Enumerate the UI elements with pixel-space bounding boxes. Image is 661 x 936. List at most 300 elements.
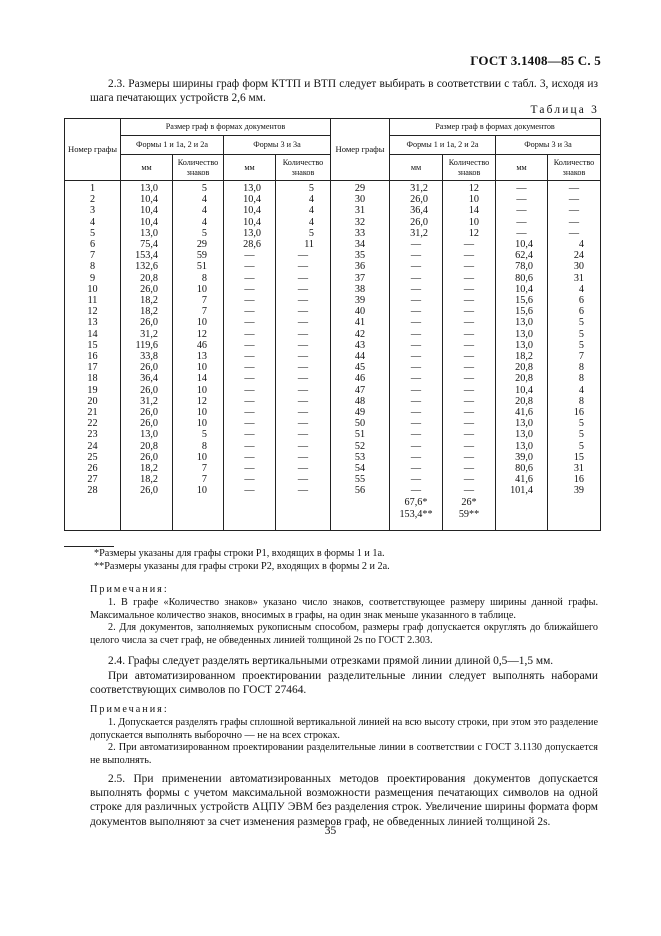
table-cell: 26,0 xyxy=(121,317,173,328)
table-cell: — xyxy=(390,441,443,452)
table-label: Таблица 3 xyxy=(530,104,599,116)
table-cell: 10,4 xyxy=(121,217,173,228)
table-cell: — xyxy=(390,340,443,351)
table-cell: 10 xyxy=(173,407,224,418)
row-number-cell: 8 xyxy=(65,261,121,272)
table-cell: — xyxy=(548,194,601,205)
table-cell: 5 xyxy=(173,429,224,440)
row-number-cell: 47 xyxy=(331,385,390,396)
table-cell: — xyxy=(276,261,331,272)
table-row xyxy=(65,217,601,228)
table-cell: — xyxy=(276,317,331,328)
table-cell: 13,0 xyxy=(224,228,276,239)
table-cell: — xyxy=(224,329,276,340)
table-cell: — xyxy=(276,407,331,418)
table-cell: 7 xyxy=(173,463,224,474)
col-header-count: Количество знаков xyxy=(276,155,331,181)
table-cell: 8 xyxy=(548,396,601,407)
row-number-cell: 32 xyxy=(331,217,390,228)
table-cell xyxy=(276,497,331,531)
table-cell: 5 xyxy=(276,181,331,195)
table-cell: — xyxy=(496,228,548,239)
table-cell: 5 xyxy=(548,317,601,328)
table-cell: 5 xyxy=(548,418,601,429)
col-header-size-left: Размер граф в формах документов xyxy=(121,119,331,136)
table-cell: — xyxy=(496,217,548,228)
table-cell: 10 xyxy=(173,284,224,295)
table-row xyxy=(65,261,601,272)
table-cell: 5 xyxy=(173,181,224,195)
table-row xyxy=(65,194,601,205)
table-cell: 36,4 xyxy=(121,373,173,384)
table-cell: — xyxy=(224,373,276,384)
footnote-1: *Размеры указаны для графы строки Р1, входящих в формы 1 и 1а. xyxy=(94,548,385,559)
table-cell: 13,0 xyxy=(224,181,276,195)
row-number-cell: 34 xyxy=(331,239,390,250)
table-cell: 26,0 xyxy=(121,362,173,373)
row-number-cell: 42 xyxy=(331,329,390,340)
table-cell: — xyxy=(224,474,276,485)
table-cell: 24 xyxy=(548,250,601,261)
table-cell: — xyxy=(548,205,601,216)
table-cell: 119,6 xyxy=(121,340,173,351)
table-cell: 14 xyxy=(443,205,496,216)
row-number-cell: 49 xyxy=(331,407,390,418)
table-cell: — xyxy=(496,181,548,195)
table-cell: — xyxy=(390,485,443,496)
row-number-cell: 31 xyxy=(331,205,390,216)
table-cell: 16 xyxy=(548,474,601,485)
row-number-cell: 14 xyxy=(65,329,121,340)
table-cell: 80,6 xyxy=(496,273,548,284)
table-cell: 31,2 xyxy=(121,396,173,407)
table-cell: 12 xyxy=(443,181,496,195)
table-cell xyxy=(390,497,443,531)
table-cell: — xyxy=(390,329,443,340)
table-row xyxy=(65,396,601,407)
table-cell xyxy=(331,497,390,531)
table-cell: — xyxy=(443,452,496,463)
row-number-cell: 35 xyxy=(331,250,390,261)
table-cell: — xyxy=(443,362,496,373)
table-cell: 26,0 xyxy=(390,217,443,228)
table-cell: 10,4 xyxy=(121,194,173,205)
table-cell: 62,4 xyxy=(496,250,548,261)
table-cell: 20,8 xyxy=(121,273,173,284)
extra-count-2: 59** xyxy=(458,508,480,520)
table-cell: 10 xyxy=(443,217,496,228)
intro-paragraph: 2.3. Размеры ширины граф форм КТТП и ВТП следует выбирать в соответствии с табл. 3, исходя из шага печатающих устройств 2,6 мм. xyxy=(90,78,598,105)
table-cell: — xyxy=(443,295,496,306)
table-cell: 10,4 xyxy=(496,385,548,396)
table-cell: 5 xyxy=(548,429,601,440)
table-cell: — xyxy=(443,239,496,250)
table-row xyxy=(65,250,601,261)
table-cell: — xyxy=(224,362,276,373)
table-cell: — xyxy=(496,205,548,216)
table-row xyxy=(65,205,601,216)
table-cell: — xyxy=(276,474,331,485)
table-cell: 15,6 xyxy=(496,295,548,306)
col-header-mm: мм xyxy=(496,155,548,181)
table-cell: — xyxy=(276,373,331,384)
paragraph-2-4-auto: При автоматизированном проектировании разделительные линии следует выполнять наборами соответствующих символов по ГОСТ 27464. xyxy=(90,670,598,697)
row-number-cell: 17 xyxy=(65,362,121,373)
table-cell: — xyxy=(224,463,276,474)
table-cell: 10 xyxy=(173,485,224,496)
table-row xyxy=(65,385,601,396)
col-header-forms3-right: Формы 3 и 3а xyxy=(496,136,601,155)
table-cell: 31 xyxy=(548,463,601,474)
table-cell: 5 xyxy=(276,228,331,239)
table-cell: — xyxy=(443,396,496,407)
row-number-cell: 37 xyxy=(331,273,390,284)
row-number-cell: 55 xyxy=(331,474,390,485)
table-cell: — xyxy=(276,441,331,452)
row-number-cell: 50 xyxy=(331,418,390,429)
col-header-forms12-right: Формы 1 и 1а, 2 и 2а xyxy=(390,136,496,155)
table-cell: 6 xyxy=(548,295,601,306)
table-cell: — xyxy=(276,329,331,340)
table-cell: 29 xyxy=(173,239,224,250)
table-cell: 153,4 xyxy=(121,250,173,261)
table-cell: 26,0 xyxy=(121,385,173,396)
table-cell: — xyxy=(224,441,276,452)
table-cell: — xyxy=(443,373,496,384)
table-cell: — xyxy=(390,239,443,250)
table-cell: — xyxy=(224,429,276,440)
table-cell: — xyxy=(224,306,276,317)
table-cell: — xyxy=(390,373,443,384)
table-cell: — xyxy=(390,273,443,284)
table-row xyxy=(65,485,601,496)
row-number-cell: 54 xyxy=(331,463,390,474)
col-header-size-right: Размер граф в формах документов xyxy=(390,119,601,136)
table-cell: 15 xyxy=(548,452,601,463)
row-number-cell: 10 xyxy=(65,284,121,295)
table-cell: 41,6 xyxy=(496,474,548,485)
table-cell: 13,0 xyxy=(121,228,173,239)
row-number-cell: 38 xyxy=(331,284,390,295)
table-cell: — xyxy=(443,385,496,396)
table-cell: — xyxy=(276,385,331,396)
table-row xyxy=(65,306,601,317)
table-cell: 13,0 xyxy=(121,429,173,440)
table-cell xyxy=(443,497,496,531)
table-cell: — xyxy=(224,351,276,362)
table-cell: 13,0 xyxy=(496,340,548,351)
table-cell: 31,2 xyxy=(121,329,173,340)
table-cell: 10,4 xyxy=(496,239,548,250)
table-row xyxy=(65,273,601,284)
note-2-1: 1. Допускается разделять графы сплошной вертикальной линией на всю высоту строки, при этом это разделение допускается выполнять выборочно — не на всех строках. xyxy=(90,717,598,741)
table-cell: 18,2 xyxy=(496,351,548,362)
row-number-cell: 28 xyxy=(65,485,121,496)
table-cell: 10,4 xyxy=(224,194,276,205)
table-cell xyxy=(496,497,548,531)
row-number-cell: 43 xyxy=(331,340,390,351)
table-cell: 28,6 xyxy=(224,239,276,250)
table-cell: — xyxy=(443,284,496,295)
row-number-cell: 20 xyxy=(65,396,121,407)
table-cell: 18,2 xyxy=(121,295,173,306)
table-cell: 46 xyxy=(173,340,224,351)
table-cell: 26,0 xyxy=(121,485,173,496)
extra-mm-1: 67,6* xyxy=(404,496,428,508)
table-cell: — xyxy=(390,385,443,396)
table-cell: 6 xyxy=(548,306,601,317)
table-cell: — xyxy=(276,340,331,351)
row-number-cell: 12 xyxy=(65,306,121,317)
row-number-cell: 48 xyxy=(331,396,390,407)
table-cell xyxy=(224,497,276,531)
table-row xyxy=(65,463,601,474)
table-cell: 10,4 xyxy=(496,284,548,295)
note-2-2: 2. При автоматизированном проектировании разделительные линии в соответствии с ГОСТ 3.1130 допускается не выполнять. xyxy=(90,742,598,766)
col-header-forms3-left: Формы 3 и 3а xyxy=(224,136,331,155)
table-cell: 4 xyxy=(276,217,331,228)
table-cell: — xyxy=(224,284,276,295)
extra-mm-2: 153,4** xyxy=(399,508,433,520)
row-number-cell: 19 xyxy=(65,385,121,396)
table-cell: — xyxy=(390,351,443,362)
table-cell: 101,4 xyxy=(496,485,548,496)
table-row xyxy=(65,429,601,440)
table-cell: 4 xyxy=(173,194,224,205)
note-1-1: 1. В графе «Количество знаков» указано число знаков, соответствующее размеру ширины данной графы. Максимальное количество знаков, вносимых в графы, на один знак меньше указанного в таблице. xyxy=(90,597,598,621)
table-row xyxy=(65,441,601,452)
row-number-cell: 27 xyxy=(65,474,121,485)
table-cell: 26,0 xyxy=(390,194,443,205)
table-cell: 51 xyxy=(173,261,224,272)
table-cell: 75,4 xyxy=(121,239,173,250)
table-cell: 4 xyxy=(173,205,224,216)
row-number-cell: 26 xyxy=(65,463,121,474)
document-header: ГОСТ 3.1408—85 С. 5 xyxy=(470,53,601,68)
table-cell: — xyxy=(443,441,496,452)
table-cell: — xyxy=(443,463,496,474)
table-cell: — xyxy=(390,295,443,306)
table-cell: 11 xyxy=(276,239,331,250)
notes-title-1: Примечания: xyxy=(90,584,169,595)
table-row xyxy=(65,373,601,384)
sizes-table xyxy=(64,118,601,531)
notes-title-2: Примечания: xyxy=(90,704,169,715)
table-cell: — xyxy=(390,306,443,317)
table-cell: 30 xyxy=(548,261,601,272)
table-row xyxy=(65,317,601,328)
table-cell: — xyxy=(390,396,443,407)
row-number-cell: 51 xyxy=(331,429,390,440)
table-cell: — xyxy=(276,273,331,284)
table-row xyxy=(65,351,601,362)
table-cell: 12 xyxy=(173,396,224,407)
table-cell: — xyxy=(390,418,443,429)
table-cell: — xyxy=(276,396,331,407)
table-cell: — xyxy=(224,295,276,306)
table-cell: — xyxy=(224,340,276,351)
table-cell: 12 xyxy=(173,329,224,340)
page-number: 35 xyxy=(324,825,337,837)
table-cell: 7 xyxy=(548,351,601,362)
table-row xyxy=(65,474,601,485)
table-row xyxy=(65,284,601,295)
table-cell: — xyxy=(443,273,496,284)
table-row xyxy=(65,239,601,250)
col-header-count: Количество знаков xyxy=(173,155,224,181)
table-cell: — xyxy=(443,407,496,418)
table-cell: 18,2 xyxy=(121,306,173,317)
table-cell xyxy=(173,497,224,531)
col-header-count: Количество знаков xyxy=(548,155,601,181)
table-cell: — xyxy=(276,284,331,295)
table-cell: 20,8 xyxy=(496,362,548,373)
table-cell: 10 xyxy=(443,194,496,205)
table-cell: 14 xyxy=(173,373,224,384)
table-cell: 8 xyxy=(173,273,224,284)
row-number-cell: 36 xyxy=(331,261,390,272)
table-cell: 80,6 xyxy=(496,463,548,474)
table-cell: — xyxy=(224,261,276,272)
table-cell: 13,0 xyxy=(121,181,173,195)
row-number-cell: 23 xyxy=(65,429,121,440)
table-cell xyxy=(121,497,173,531)
table-cell: — xyxy=(276,351,331,362)
table-cell xyxy=(548,497,601,531)
row-number-cell: 13 xyxy=(65,317,121,328)
table-cell: — xyxy=(390,474,443,485)
table-cell: — xyxy=(390,261,443,272)
table-cell: 12 xyxy=(443,228,496,239)
table-cell: 10 xyxy=(173,317,224,328)
table-cell: — xyxy=(276,418,331,429)
table-cell: 4 xyxy=(276,194,331,205)
table-cell: 10 xyxy=(173,362,224,373)
table-row xyxy=(65,418,601,429)
table-cell: 132,6 xyxy=(121,261,173,272)
table-cell: — xyxy=(276,485,331,496)
row-number-cell: 11 xyxy=(65,295,121,306)
table-cell: 7 xyxy=(173,306,224,317)
row-number-cell: 33 xyxy=(331,228,390,239)
table-cell: — xyxy=(276,463,331,474)
table-body xyxy=(65,181,601,531)
row-number-cell: 18 xyxy=(65,373,121,384)
table-cell: — xyxy=(390,362,443,373)
table-cell: 4 xyxy=(276,205,331,216)
table-cell: 13,0 xyxy=(496,418,548,429)
row-number-cell: 46 xyxy=(331,373,390,384)
table-cell: 36,4 xyxy=(390,205,443,216)
table-cell: — xyxy=(224,250,276,261)
col-header-mm: мм xyxy=(224,155,276,181)
table-cell: — xyxy=(443,329,496,340)
col-header-forms12-left: Формы 1 и 1а, 2 и 2а xyxy=(121,136,224,155)
table-cell: 7 xyxy=(173,295,224,306)
table-cell: 8 xyxy=(548,373,601,384)
col-header-number-left: Номер графы xyxy=(65,119,121,181)
row-number-cell: 24 xyxy=(65,441,121,452)
table-cell: 4 xyxy=(548,284,601,295)
col-header-number-right: Номер графы xyxy=(331,119,390,181)
table-cell: — xyxy=(390,407,443,418)
footnote-separator xyxy=(64,546,114,547)
row-number-cell: 1 xyxy=(65,181,121,195)
table-cell: — xyxy=(224,407,276,418)
table-cell: — xyxy=(443,474,496,485)
table-cell: 20,8 xyxy=(121,441,173,452)
table-cell: — xyxy=(443,418,496,429)
table-cell: — xyxy=(276,295,331,306)
table-row xyxy=(65,407,601,418)
table-cell: — xyxy=(390,317,443,328)
row-number-cell: 25 xyxy=(65,452,121,463)
row-number-cell: 2 xyxy=(65,194,121,205)
row-number-cell: 40 xyxy=(331,306,390,317)
table-cell: 20,8 xyxy=(496,373,548,384)
table-cell: 4 xyxy=(548,239,601,250)
row-number-cell: 6 xyxy=(65,239,121,250)
col-header-mm: мм xyxy=(390,155,443,181)
table-cell: 39,0 xyxy=(496,452,548,463)
table-cell: 4 xyxy=(548,385,601,396)
table-row-extra xyxy=(65,497,601,531)
row-number-cell: 53 xyxy=(331,452,390,463)
table-cell: 20,8 xyxy=(496,396,548,407)
row-number-cell: 41 xyxy=(331,317,390,328)
row-number-cell: 30 xyxy=(331,194,390,205)
table-cell: — xyxy=(276,452,331,463)
row-number-cell: 4 xyxy=(65,217,121,228)
table-cell: — xyxy=(548,228,601,239)
row-number-cell: 5 xyxy=(65,228,121,239)
table-cell: 13,0 xyxy=(496,329,548,340)
row-number-cell: 15 xyxy=(65,340,121,351)
row-number-cell: 44 xyxy=(331,351,390,362)
table-cell xyxy=(65,497,121,531)
table-row xyxy=(65,362,601,373)
table-cell: 5 xyxy=(173,228,224,239)
footnote-2: **Размеры указаны для графы строки Р2, входящих в формы 2 и 2а. xyxy=(94,561,390,572)
row-number-cell: 21 xyxy=(65,407,121,418)
row-number-cell: 56 xyxy=(331,485,390,496)
table-row xyxy=(65,228,601,239)
table-cell: — xyxy=(443,261,496,272)
table-cell: 16 xyxy=(548,407,601,418)
paragraph-2-5: 2.5. При применении автоматизированных методов проектирования документов допускается выполнять формы с учетом максимальной возможности размещения печатающих символов на одной строке для различных устройств АЦПУ ЭВМ без разделения строк. Увеличение ширины формата форм документов выполняют за счет изменения размеров граф, не обведенных линией толщиной 2s. xyxy=(90,773,598,828)
row-number-cell: 29 xyxy=(331,181,390,195)
table-cell: — xyxy=(276,362,331,373)
row-number-cell: 16 xyxy=(65,351,121,362)
paragraph-2-4: 2.4. Графы следует разделять вертикальными отрезками прямой линии длиной 0,5—1,5 мм. xyxy=(108,655,554,667)
table-cell: — xyxy=(224,485,276,496)
table-cell: 10 xyxy=(173,452,224,463)
table-cell: — xyxy=(443,351,496,362)
col-header-count: Количество знаков xyxy=(443,155,496,181)
table-cell: — xyxy=(443,340,496,351)
table-cell: — xyxy=(224,418,276,429)
table-cell: — xyxy=(443,429,496,440)
table-cell: 10 xyxy=(173,385,224,396)
table-cell: — xyxy=(224,273,276,284)
table-cell: 10,4 xyxy=(224,217,276,228)
extra-count-1: 26* xyxy=(461,496,477,508)
table-cell: 33,8 xyxy=(121,351,173,362)
table-cell: 10,4 xyxy=(121,205,173,216)
table-cell: 18,2 xyxy=(121,474,173,485)
table-cell: 5 xyxy=(548,329,601,340)
table-cell: 4 xyxy=(173,217,224,228)
